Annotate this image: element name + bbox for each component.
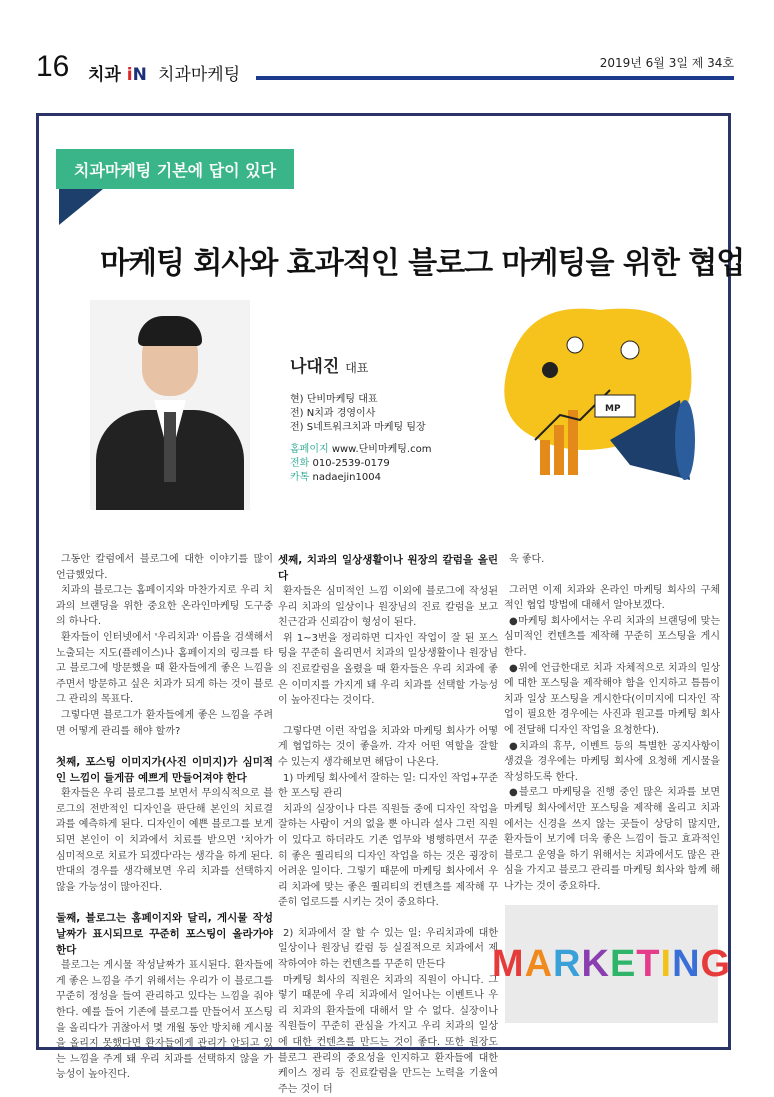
- paragraph: 위 1~3번을 정리하면 디자인 작업이 잘 된 포스팅을 꾸준히 올리면서 치과의 일상생활이나 원장님의 진료칼럼을 올렸을 때 환자들은 우리 치과에 좋은 이미지를 가지게 돼 우리 치과를 선택할 가능성이 높아진다는 것이다.: [278, 632, 498, 707]
- marketing-letter: N: [672, 942, 701, 985]
- paragraph: 블로그는 게시물 작성날짜가 표시된다. 환자들에게 좋은 느낌을 주기 위해서는 우리가 이 블로그를 꾸준히 정성을 들여 관리하고 있다는 느낌을 줘야 한다. 예를 들어 기존에 블로그를 만들어서 포스팅을 올리다가 귀찮아서 몇 개월 동안 방치해 게시물을 올리지 못했다면 환자들에게 관리가 안되고 있는 느낌을 주게 돼 우리 치과를 선택하지 않을 가능성이 높아진다.: [56, 960, 273, 1081]
- contact-homepage: 홈페이지 www.단비마케팅.com: [290, 444, 432, 455]
- marketing-letter: T: [636, 942, 661, 985]
- author-role: 대표: [345, 361, 369, 375]
- badge-tail: [59, 189, 103, 225]
- paragraph: 환자들은 심미적인 느낌 이외에 블로그에 작성된 우리 치과의 일상이나 원장님의 진료 칼럼을 보고 친근감과 신뢰감이 형성이 된다.: [278, 586, 498, 629]
- paragraph: 2) 치과에서 잘 할 수 있는 일: 우리치과에 대한 일상이나 원장님 칼럼 등 실질적으로 치과에서 제작하여야 하는 컨텐츠를 꾸준히 만든다: [278, 927, 498, 971]
- contact-kakao: 카톡 nadaejin1004: [290, 472, 381, 483]
- subheading: 첫째, 포스팅 이미지가(사진 이미지)가 심미적인 느낌이 들게끔 예쁘게 만들어져야 한다: [56, 756, 273, 785]
- paragraph-gap: [56, 895, 273, 910]
- section-name: 치과마케팅: [158, 65, 241, 85]
- issue-date: 2019년 6월 3일 제 34호: [599, 56, 734, 70]
- paragraph: 환자들이 인터넷에서 '우리치과' 이름을 검색해서 노출되는 지도(플레이스)나 홈페이지의 링크를 타고 블로그에 방문했을 때 환자들에게 좋은 느낌을 주면서 방문하고 싶은 치과가 되게 하는 것이 블로그 관리의 목표다.: [56, 631, 273, 706]
- page-header: [36, 50, 734, 86]
- paragraph: 치과의 블로그는 홈페이지와 마찬가지로 우리 치과의 브랜딩을 위한 중요한 온라인마케팅 도구중의 하나다.: [56, 585, 273, 628]
- paragraph-gap: [278, 709, 498, 724]
- author-profile: [290, 357, 432, 485]
- paragraph: 그렇다면 블로그가 환자들에게 좋은 느낌을 주려면 어떻게 관리를 해야 할까?: [56, 709, 273, 737]
- paragraph: 치과의 실장이나 다른 직원들 중에 디자인 작업을 잘하는 사람이 거의 없을 뿐 아니라 설사 그런 직원이 있다고 하더라도 기존 업무와 병행하면서 꾸준히 좋은 퀄리티의 디자인 작업을 하는 것은 굉장히 어려운 일이다. 그렇기 때문에 마케팅 회사에서 우리 치과에 맞는 좋은 퀄리티의 컨텐츠를 제작해 꾸준히 업로드를 시키는 것이 중요하다.: [278, 803, 498, 909]
- contact-phone: 전화 010-2539-0179: [290, 458, 390, 469]
- marketing-letter: K: [581, 942, 610, 985]
- paragraph: 욱 좋다.: [509, 554, 545, 565]
- column-1: [56, 552, 273, 1083]
- paragraph-gap: [278, 911, 498, 926]
- marketing-letter: I: [660, 942, 673, 985]
- paragraph: 1) 마케팅 회사에서 잘하는 일: 디자인 작업+꾸준한 포스팅 관리: [278, 772, 498, 800]
- paragraph: ●위에 언급한대로 치과 자체적으로 치과의 일상에 대한 포스팅을 제작해야 함을 인지하고 틈틈이 치과 일상 포스팅을 게시한다(이미지에 디자인 작업이 필요한 경우에는 사진과 원고를 마케팅 회사에 전달해 디자인 작업을 요청한다).: [504, 662, 720, 736]
- paragraph: ●마케팅 회사에서는 우리 치과의 브랜딩에 맞는 심미적인 컨텐츠를 제작해 꾸준히 포스팅을 게시한다.: [504, 615, 720, 658]
- megaphone-illustration: [490, 290, 700, 510]
- marketing-letter: G: [700, 942, 732, 985]
- paragraph: 그러면 이제 치과와 온라인 마케팅 회사의 구체적인 협업 방법에 대해서 알아보겠다.: [504, 584, 720, 612]
- subheading: 둘째, 블로그는 홈페이지와 달리, 게시물 작성날짜가 표시되므로 꾸준히 포스팅이 올라가야 한다: [56, 912, 273, 957]
- paragraph-gap: [504, 568, 720, 583]
- brand-logo: 치과 iN: [88, 65, 147, 85]
- career-item: 전) N치과 경영이사: [290, 408, 376, 419]
- paragraph: ●치과의 휴무, 이벤트 등의 특별한 공지사항이 생겼을 경우에는 마케팅 회사에 요청해 게시물을 작성하도록 한다.: [504, 740, 720, 783]
- paragraph: 환자들은 우리 블로그를 보면서 무의식적으로 블로그의 전반적인 디자인을 판단해 본인의 치료결과를 예측하게 된다. 디자인이 예쁜 블로그를 보게 되면 본인이 이 치과에서 치료를 받으면 '치아가 심미적으로 치료가 되겠다'라는 생각을 하게 된다. 반대의 경우를 생각해보면 우리 치과를 선택하지 않을 가능성이 많아진다.: [56, 788, 273, 893]
- header-rule: [256, 76, 734, 80]
- marketing-letter: E: [609, 942, 637, 985]
- career-item: 전) S네트워크치과 마케팅 팀장: [290, 422, 426, 433]
- paragraph: ●블로그 마케팅을 진행 중인 많은 치과를 보면 마케팅 회사에서만 포스팅을 제작해 올리고 치과에서는 신경을 쓰지 않는 곳들이 상당히 많지만, 환자들이 보기에 더욱 좋은 느낌이 들고 효과적인 블로그 운영을 하기 위해서는 치과에서도 많은 관심을 가지고 블로그 관리를 마케팅 회사와 함께 해나가는 것이 중요하다.: [504, 787, 720, 892]
- paragraph: 그동안 칼럼에서 블로그에 대한 이야기를 많이 언급했었다.: [56, 554, 273, 581]
- svg-text:MP: MP: [605, 404, 621, 414]
- column-2: [278, 552, 498, 1097]
- column-3: [504, 552, 720, 894]
- author-name: 나대진: [290, 357, 340, 377]
- article-title: 마케팅 회사와 효과적인 블로그 마케팅을 위한 협업: [100, 246, 745, 281]
- paragraph-gap: [56, 739, 273, 754]
- paragraph: 마케팅 회사의 직원은 치과의 직원이 아니다. 그렇기 때문에 우리 치과에서 일어나는 이벤트나 우리 치과의 환자들에 대해서 알 수 없다. 실장이나 직원들이 꾸준히 관심을 가지고 우리 치과의 일상에 대한 컨텐츠를 만드는 것이 좋다. 또한 원장도 블로그 관리의 중요성을 인지하고 환자들에 대한 케이스 정리 등 진료칼럼을 만드는 노력을 기울여주는 것이 더: [278, 974, 498, 1095]
- paragraph: 그렇다면 이런 작업을 치과와 마케팅 회사가 어떻게 협업하는 것이 좋을까. 각자 어떤 역할을 잘할 수 있는지 생각해보면 해답이 나온다.: [278, 725, 498, 768]
- author-photo: [90, 300, 250, 510]
- subheading: 셋째, 치과의 일상생활이나 원장의 칼럼을 올린다: [278, 554, 498, 582]
- page-number: 16: [36, 50, 70, 83]
- marketing-letter: A: [524, 942, 554, 985]
- marketing-letter: M: [491, 942, 525, 985]
- marketing-image: [491, 905, 732, 1023]
- career-item: 현) 단비마케팅 대표: [290, 394, 378, 405]
- series-badge: 치과마케팅 기본에 답이 있다: [56, 149, 294, 189]
- marketing-letter: R: [553, 942, 582, 985]
